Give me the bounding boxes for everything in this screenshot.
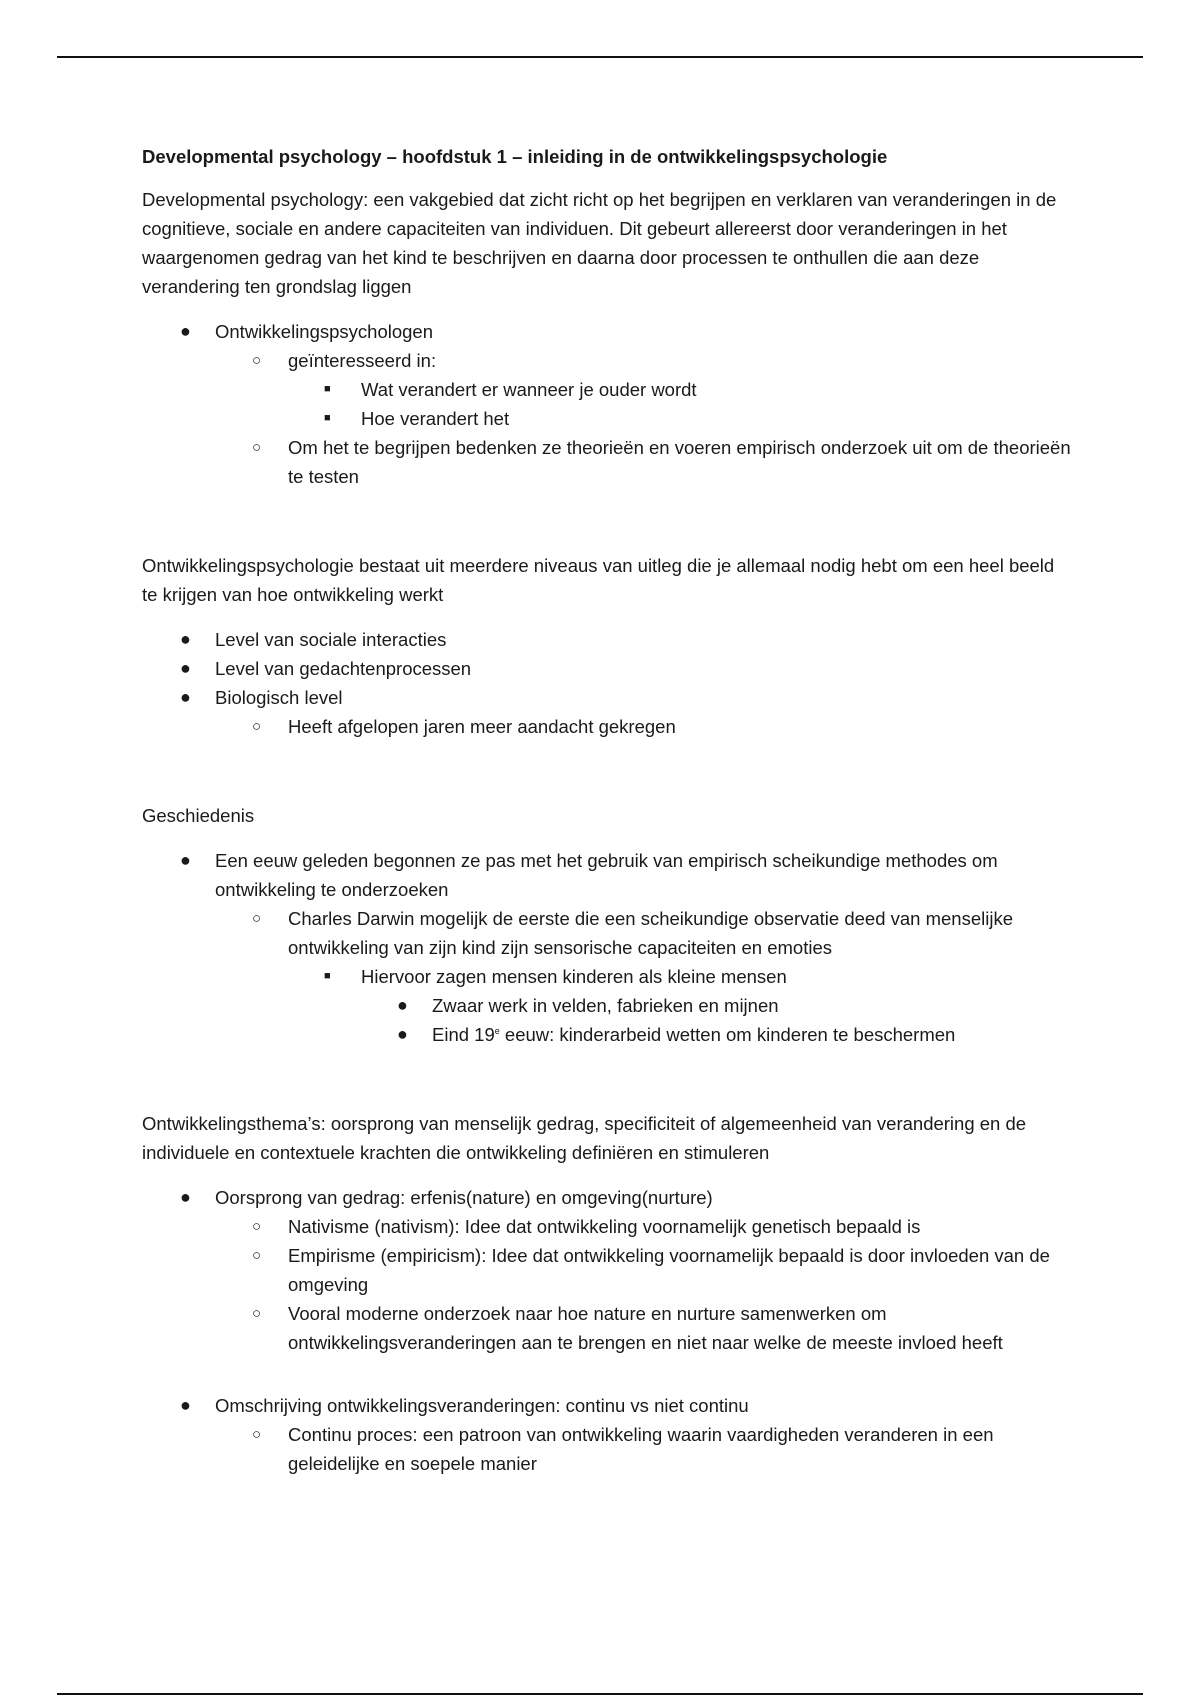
bullet-icon: ● <box>397 1024 408 1044</box>
bullet-icon: ● <box>180 1395 191 1415</box>
list-item: ○ geïnteresseerd in: <box>142 346 1072 375</box>
intro-paragraph: Developmental psychology: een vakgebied dat zicht richt op het begrijpen en verklaren van veranderingen in de cognitieve, sociale en andere capaciteiten van individuen. Dit gebeurt allereerst door veranderingen in het waargenomen gedrag van het kind te beschrijven en daarna door processen te onthullen die aan deze verandering ten grondslag liggen <box>142 189 1057 297</box>
bullet-icon: ● <box>397 995 408 1015</box>
square-bullet-icon: ■ <box>324 383 331 395</box>
history-heading: Geschiedenis <box>142 805 255 826</box>
circle-bullet-icon: ○ <box>252 910 262 927</box>
bullet-icon: ● <box>180 1187 191 1207</box>
circle-bullet-icon: ○ <box>252 352 262 369</box>
list-item: ○ Heeft afgelopen jaren meer aandacht gekregen <box>142 712 1072 741</box>
list-item: ○ Charles Darwin mogelijk de eerste die een scheikundige observatie deed van menselijke ontwikkeling van zijn kind zijn sensorische capaciteiten en emoties <box>142 904 1072 962</box>
circle-bullet-icon: ○ <box>252 1218 262 1235</box>
circle-bullet-icon: ○ <box>252 1247 262 1264</box>
circle-bullet-icon: ○ <box>252 1426 262 1443</box>
header-rule <box>57 56 1143 58</box>
researchers-list <box>142 317 1072 491</box>
list-item: ● Level van gedachtenprocessen <box>142 654 1072 683</box>
themes-intro-paragraph: Ontwikkelingsthema’s: oorsprong van menselijk gedrag, specificiteit of algemeenheid van verandering en de individuele en contextuele krachten die ontwikkeling definiëren en stimuleren <box>142 1113 1027 1163</box>
document-title: Developmental psychology – hoofdstuk 1 – inleiding in de ontwikkelingspsychologie <box>142 146 888 167</box>
list-item: ○ Continu proces: een patroon van ontwikkeling waarin vaardigheden veranderen in een geleidelijke en soepele manier <box>142 1420 1072 1478</box>
circle-bullet-icon: ○ <box>252 1305 262 1322</box>
bullet-icon: ● <box>180 687 191 707</box>
document-body <box>142 142 1072 1538</box>
list-item: ● Biologisch level <box>142 683 1072 712</box>
list-item: ● Omschrijving ontwikkelingsveranderingen: continu vs niet continu <box>142 1391 1072 1420</box>
square-bullet-icon: ■ <box>324 970 331 982</box>
list-item: ○ Nativisme (nativism): Idee dat ontwikkeling voornamelijk genetisch bepaald is <box>142 1212 1072 1241</box>
list-item: ● Ontwikkelingspsychologen <box>142 317 1072 346</box>
list-item: ○ Vooral moderne onderzoek naar hoe nature en nurture samenwerken om ontwikkelingsveranderingen aan te brengen en niet naar welke de meeste invloed heeft <box>142 1299 1072 1357</box>
list-item: ■ Hoe verandert het <box>142 404 1072 433</box>
circle-bullet-icon: ○ <box>252 718 262 735</box>
list-item: ■ Wat verandert er wanneer je ouder wordt <box>142 375 1072 404</box>
levels-list <box>142 625 1072 741</box>
square-bullet-icon: ■ <box>324 412 331 424</box>
circle-bullet-icon: ○ <box>252 439 262 456</box>
list-item: ■ Hiervoor zagen mensen kinderen als kleine mensen <box>142 962 1072 991</box>
themes-list-continued <box>142 1391 1072 1478</box>
history-list <box>142 846 1072 1049</box>
levels-intro-paragraph: Ontwikkelingspsychologie bestaat uit meerdere niveaus van uitleg die je allemaal nodig hebt om een heel beeld te krijgen van hoe ontwikkeling werkt <box>142 555 1055 605</box>
list-item: ○ Empirisme (empiricism): Idee dat ontwikkeling voornamelijk bepaald is door invloeden van de omgeving <box>142 1241 1072 1299</box>
list-item: ● Oorsprong van gedrag: erfenis(nature) en omgeving(nurture) <box>142 1183 1072 1212</box>
footer-rule <box>57 1693 1143 1695</box>
list-item: ● Level van sociale interacties <box>142 625 1072 654</box>
list-item: ● Een eeuw geleden begonnen ze pas met het gebruik van empirisch scheikundige methodes om ontwikkeling te onderzoeken <box>142 846 1072 904</box>
list-item: ● Zwaar werk in velden, fabrieken en mijnen <box>142 991 1072 1020</box>
bullet-icon: ● <box>180 850 191 870</box>
themes-list <box>142 1183 1072 1357</box>
list-item: ● Eind 19e eeuw: kinderarbeid wetten om kinderen te beschermen <box>142 1020 1072 1049</box>
bullet-icon: ● <box>180 321 191 341</box>
bullet-icon: ● <box>180 658 191 678</box>
list-item: ○ Om het te begrijpen bedenken ze theorieën en voeren empirisch onderzoek uit om de theorieën te testen <box>142 433 1072 491</box>
bullet-icon: ● <box>180 629 191 649</box>
